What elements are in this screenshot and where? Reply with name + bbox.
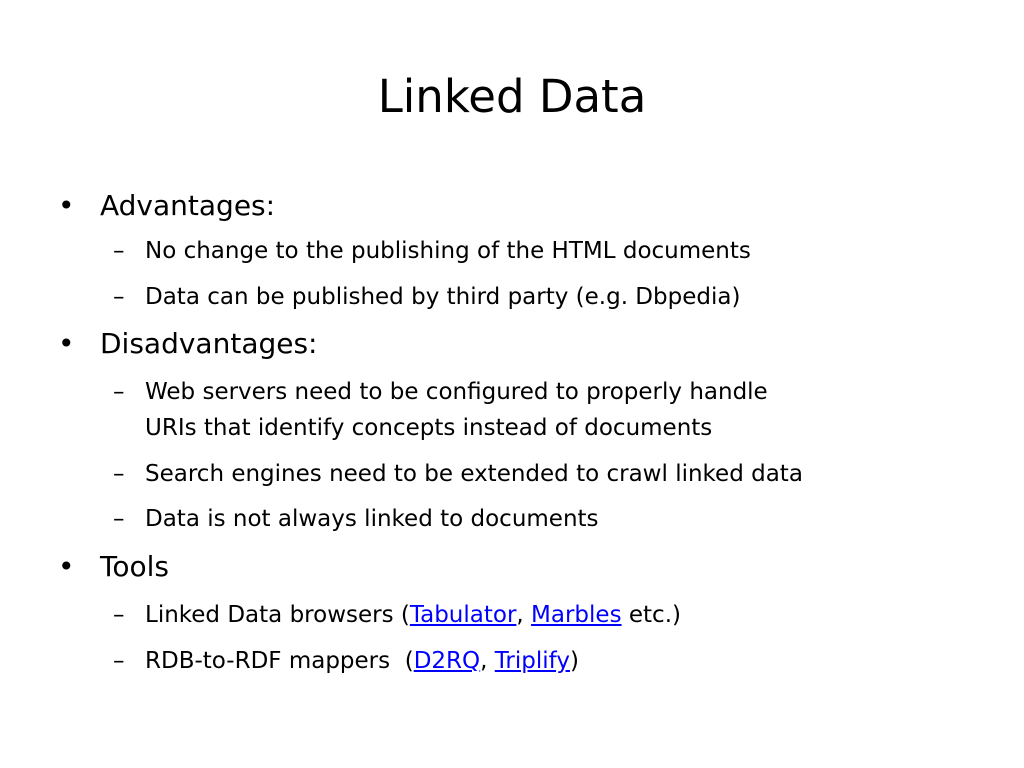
mappers-suffix: ) (569, 648, 579, 674)
browsers-suffix: etc.) (621, 602, 681, 628)
mappers-separator: , (480, 648, 495, 674)
bullet-label: Disadvantages: (100, 327, 318, 360)
sub-item-text-multiline (145, 374, 768, 446)
bullet-glyph: • (58, 550, 75, 583)
dash-glyph: – (113, 238, 125, 264)
bullet-tools (58, 550, 169, 584)
sub-item-line: Web servers need to be configured to properly handle (145, 379, 768, 405)
bullet-glyph: • (58, 327, 75, 360)
dash-glyph: – (113, 648, 125, 674)
bullet-glyph: • (58, 189, 75, 222)
sub-item-browsers (113, 597, 681, 633)
dash-glyph: – (113, 461, 125, 487)
sub-item-text: Data can be published by third party (e.g. Dbpedia) (145, 284, 741, 310)
sub-item-text: Data is not always linked to documents (145, 506, 599, 532)
browsers-separator: , (516, 602, 532, 628)
bullet-label: Tools (100, 550, 169, 583)
d2rq-link[interactable]: D2RQ (413, 648, 481, 674)
dash-glyph: – (113, 379, 125, 405)
triplify-link[interactable]: Triplify (494, 648, 570, 674)
sub-item-line: URIs that identify concepts instead of documents (145, 415, 713, 441)
sub-item (113, 456, 803, 492)
dash-glyph: – (113, 506, 125, 532)
sub-item-text: No change to the publishing of the HTML documents (145, 238, 751, 264)
tabulator-link[interactable]: Tabulator (409, 602, 517, 628)
sub-item-text: Search engines need to be extended to crawl linked data (145, 461, 803, 487)
sub-item (113, 374, 768, 446)
sub-item (113, 501, 599, 537)
bullet-label: Advantages: (100, 189, 276, 222)
dash-glyph: – (113, 284, 125, 310)
sub-item (113, 279, 740, 315)
bullet-disadvantages (58, 327, 318, 361)
sub-item-mappers (113, 643, 579, 679)
mappers-prefix: RDB-to-RDF mappers ( (145, 648, 414, 674)
browsers-prefix: Linked Data browsers ( (145, 602, 410, 628)
marbles-link[interactable]: Marbles (531, 602, 622, 628)
slide-title: Linked Data (377, 70, 647, 123)
bullet-advantages (58, 189, 275, 223)
sub-item (113, 233, 751, 269)
dash-glyph: – (113, 602, 125, 628)
